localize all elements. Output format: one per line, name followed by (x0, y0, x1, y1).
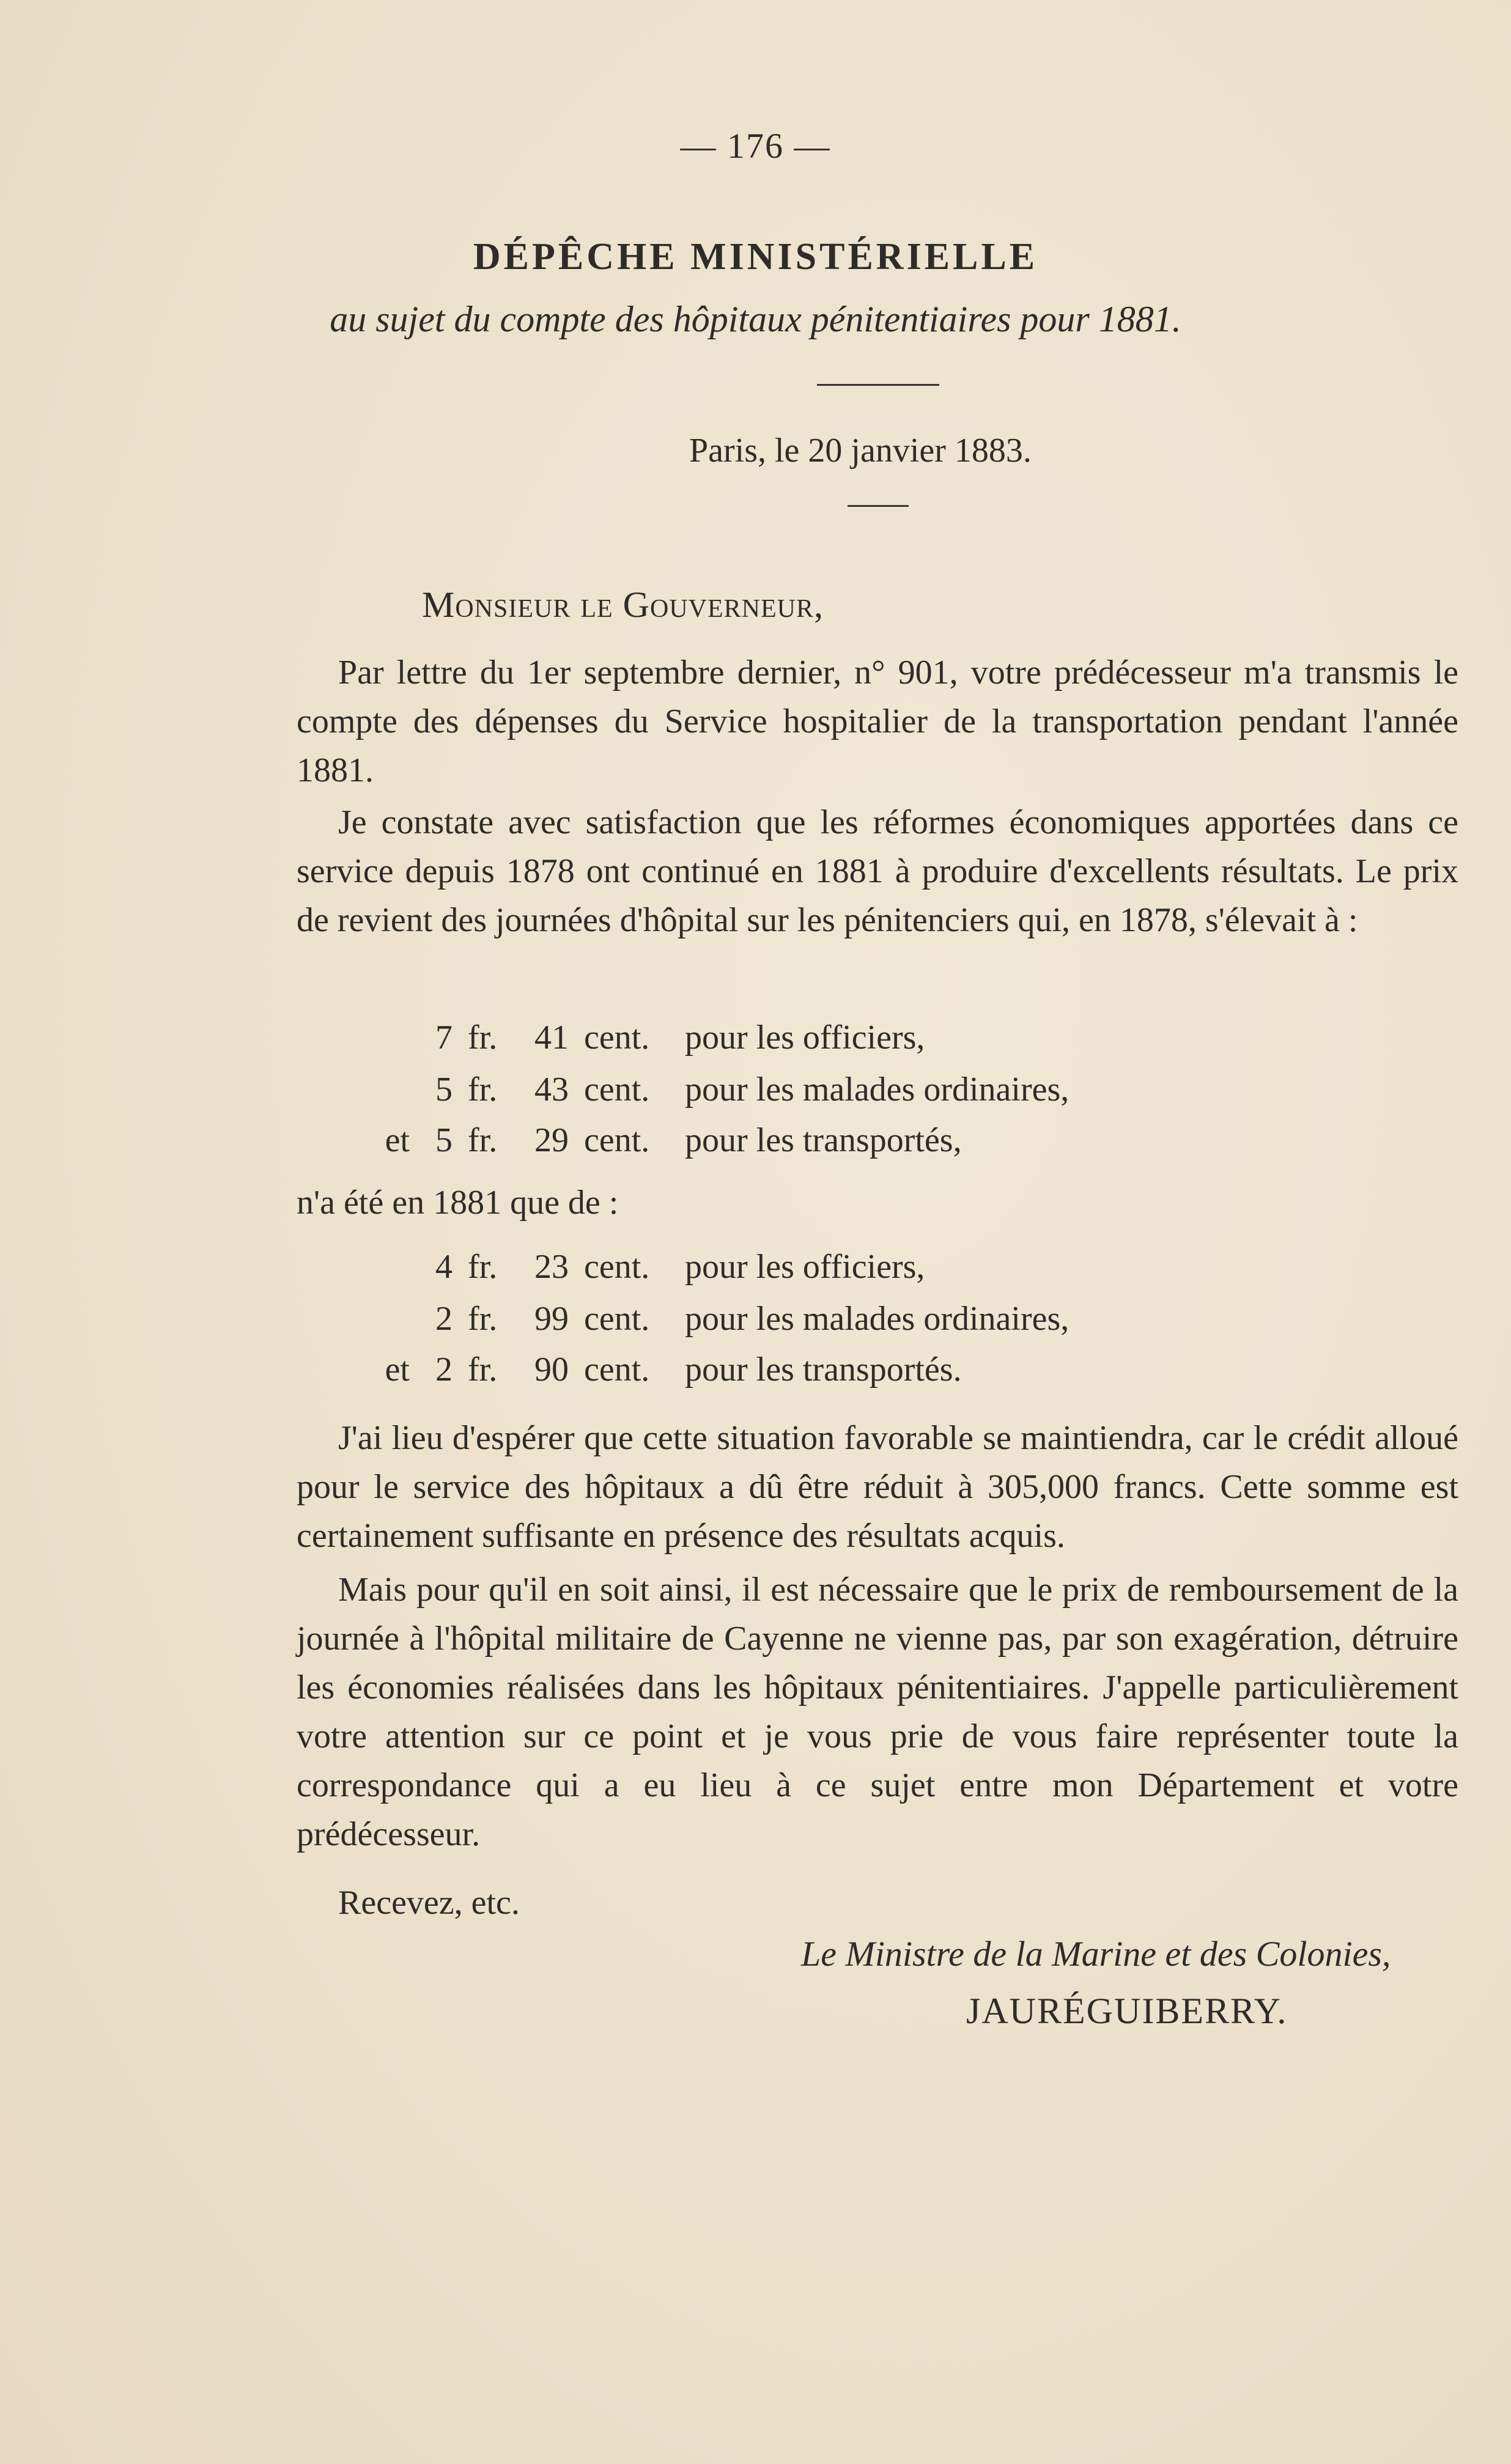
paragraph-2 (297, 798, 1458, 945)
row-francs: 7 (435, 1019, 453, 1057)
row-cent-unit: cent. (584, 1248, 650, 1286)
row-fr-unit: fr. (468, 1121, 498, 1159)
paragraph-4-text: Mais pour qu'il en soit ainsi, il est nécessaire que le prix de remboursement de la journée à l'hôpital militaire de Cayenne ne vienne pas, par son exagération, détruire les économies réalisées dans les hôpitaux pénitentiaires. J'appelle particulièrement votre attention sur ce point et je vous prie de vous faire représenter toute la correspondance qui a eu lieu à ce sujet entre mon Département et votre prédécesseur. (297, 1571, 1458, 1853)
row-francs: 5 (435, 1121, 453, 1159)
row-label: pour les transportés, (685, 1121, 962, 1159)
row-prefix: et (385, 1121, 410, 1159)
signature-name: JAURÉGUIBERRY. (966, 1991, 1288, 2031)
dateline-divider (848, 505, 909, 507)
row-cents: 43 (534, 1071, 569, 1108)
row-francs: 4 (435, 1248, 453, 1286)
row-cent-unit: cent. (584, 1019, 650, 1057)
page-number: — 176 — (680, 126, 831, 166)
row-fr-unit: fr. (468, 1300, 498, 1338)
document-subtitle: au sujet du compte des hôpitaux pénitentiaires pour 1881. (330, 299, 1181, 339)
row-fr-unit: fr. (468, 1019, 498, 1057)
paragraph-3-text: J'ai lieu d'espérer que cette situation favorable se maintiendra, car le crédit alloué pour le service des hôpitaux a dû être réduit à 305,000 francs. Cette somme est certainement suffisante en présence des résultats acquis. (297, 1419, 1458, 1555)
row-cent-unit: cent. (584, 1071, 650, 1108)
paragraph-1-text: Par lettre du 1er septembre dernier, n° 901, votre prédécesseur m'a transmis le compte des dépenses du Service hospitalier de la transportation pendant l'année 1881. (297, 654, 1458, 789)
row-cents: 23 (534, 1248, 569, 1286)
paragraph-3 (297, 1414, 1458, 1560)
row-label: pour les officiers, (685, 1248, 925, 1286)
signature-title: Le Ministre de la Marine et des Colonies, (801, 1934, 1391, 1974)
document-title: DÉPÊCHE MINISTÉRIELLE (473, 236, 1038, 278)
row-cent-unit: cent. (584, 1121, 650, 1159)
row-cents: 41 (534, 1019, 569, 1057)
dateline: Paris, le 20 janvier 1883. (689, 432, 1032, 470)
row-fr-unit: fr. (468, 1248, 498, 1286)
row-francs: 2 (435, 1300, 453, 1338)
row-label: pour les officiers, (685, 1019, 925, 1057)
row-francs: 2 (435, 1351, 453, 1389)
row-francs: 5 (435, 1071, 453, 1108)
transition-text: n'a été en 1881 que de : (297, 1184, 619, 1222)
closing: Recevez, etc. (338, 1884, 520, 1922)
row-fr-unit: fr. (468, 1071, 498, 1108)
row-cents: 90 (534, 1351, 569, 1389)
row-label: pour les transportés. (685, 1351, 962, 1389)
paragraph-1 (297, 648, 1458, 795)
row-fr-unit: fr. (468, 1351, 498, 1389)
row-prefix: et (385, 1351, 410, 1389)
title-divider (817, 384, 939, 386)
row-cents: 29 (534, 1121, 569, 1159)
paragraph-2-text: Je constate avec satisfaction que les réformes économiques apportées dans ce service depuis 1878 ont continué en 1881 à produire d'excellents résultats. Le prix de revient des journées d'hôpital sur les pénitenciers qui, en 1878, s'élevait à : (297, 803, 1458, 939)
row-label: pour les malades ordinaires, (685, 1071, 1070, 1108)
row-label: pour les malades ordinaires, (685, 1300, 1070, 1338)
salutation: Monsieur le Gouverneur, (422, 585, 824, 625)
row-cent-unit: cent. (584, 1300, 650, 1338)
paragraph-4 (297, 1565, 1458, 1859)
row-cent-unit: cent. (584, 1351, 650, 1389)
row-cents: 99 (534, 1300, 569, 1338)
